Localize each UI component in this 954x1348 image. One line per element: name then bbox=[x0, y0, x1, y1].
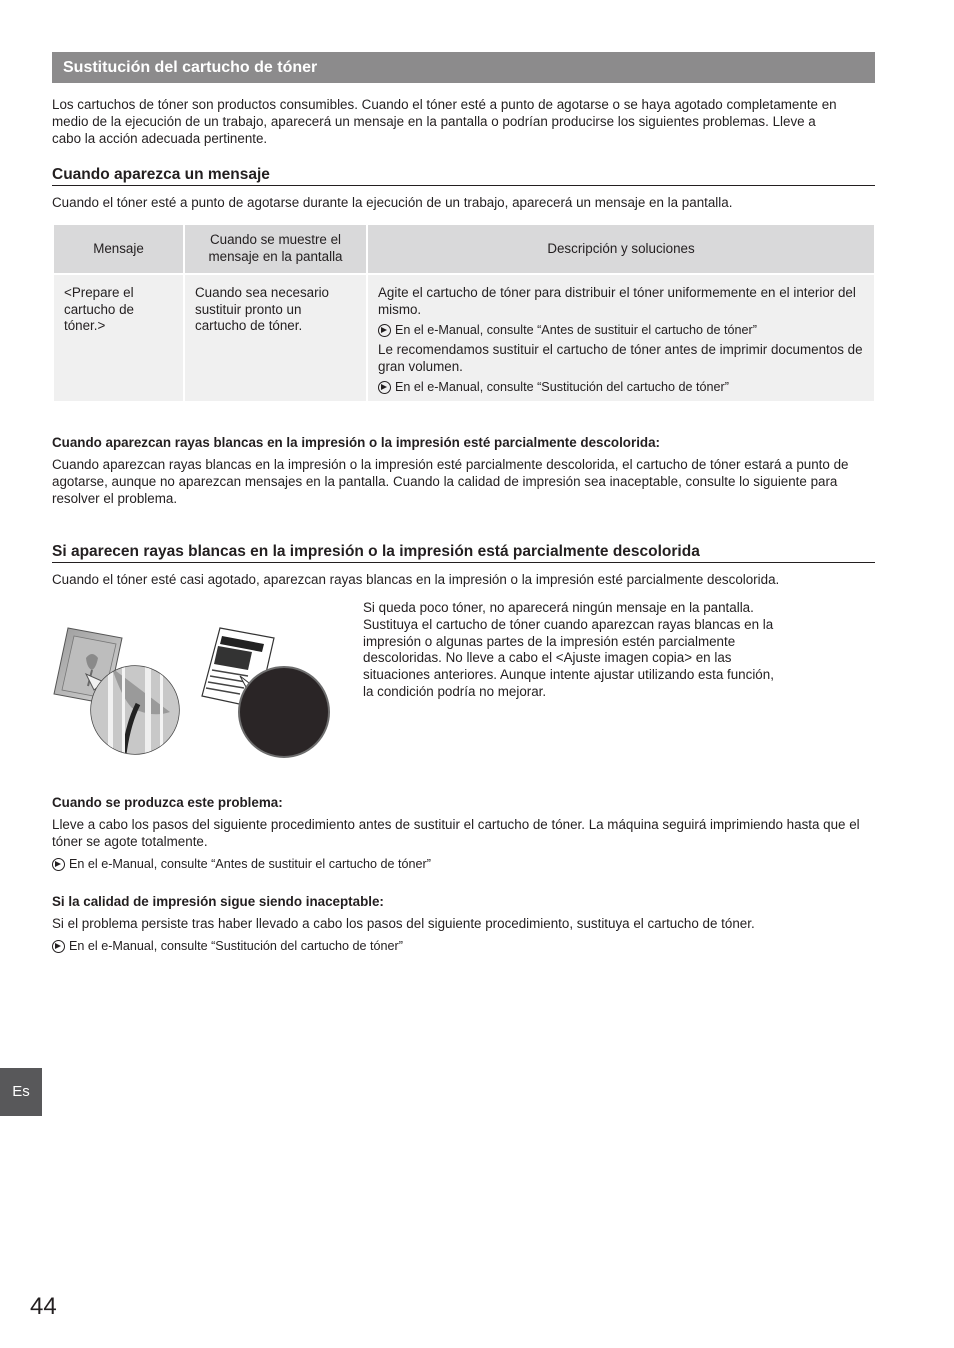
arrow-circle-icon bbox=[52, 940, 65, 953]
still-bad-heading: Si la calidad de impresión sigue siendo inaceptable: bbox=[52, 894, 384, 909]
arrow-circle-icon bbox=[52, 858, 65, 871]
message-heading: Cuando aparezca un mensaje bbox=[52, 165, 875, 186]
photo-zoom-circle bbox=[91, 666, 179, 754]
when-problem-reference[interactable] bbox=[52, 856, 431, 872]
message-text: Cuando el tóner esté a punto de agotarse durante la ejecución de un trabajo, aparecerá un mensaje en la pantalla. bbox=[52, 195, 733, 210]
description-1: Agite el cartucho de tóner para distribuir el tóner uniformemente en el interior del mismo. bbox=[378, 285, 856, 317]
streaks-note-text: Cuando aparezcan rayas blancas en la impresión o la impresión esté parcialmente descolorida, el cartucho de tóner estará a punto de agotarse, aunque no aparezcan mensajes en la pantalla. Cuando la calidad de impresión sea inaceptable, consulte lo siguiente para resolver el problema. bbox=[52, 457, 849, 506]
table-row bbox=[54, 275, 874, 401]
when-problem-reference-text: En el e-Manual, consulte “Antes de sustituir el cartucho de tóner” bbox=[69, 857, 431, 871]
message-table bbox=[52, 223, 876, 403]
reference-1-text: En el e-Manual, consulte “Antes de sustituir el cartucho de tóner” bbox=[395, 323, 757, 338]
streaks-side-text: Si queda poco tóner, no aparecerá ningún mensaje en la pantalla. Sustituya el cartucho de tóner cuando aparezcan rayas blancas en la impresión o algunas partes de la impresión estén parcialmente descoloridas. No lleve a cabo el <Ajuste imagen copia> en las situaciones anteriores. Aunque intente ajustar utilizando esta función, la condición podría no mejorar. bbox=[363, 600, 774, 699]
page-number: 44 bbox=[30, 1293, 57, 1320]
streaks-note-heading: Cuando aparezcan rayas blancas en la impresión o la impresión esté parcialmente descolorida: bbox=[52, 435, 661, 450]
when-problem-text: Lleve a cabo los pasos del siguiente procedimiento antes de sustituir el cartucho de tóner. La máquina seguirá imprimiendo hasta que el tóner se agote totalmente. bbox=[52, 817, 860, 849]
arrow-circle-icon bbox=[378, 381, 391, 394]
table-header-description: Descripción y soluciones bbox=[368, 225, 874, 273]
document-zoom-circle bbox=[239, 667, 329, 757]
still-bad-reference-text: En el e-Manual, consulte “Sustitución del cartucho de tóner” bbox=[69, 939, 403, 953]
streaks-text: Cuando el tóner esté casi agotado, aparezcan rayas blancas en la impresión o la impresión esté parcialmente descolorida. bbox=[52, 572, 780, 587]
arrow-circle-icon bbox=[378, 324, 391, 337]
still-bad-reference[interactable] bbox=[52, 938, 403, 954]
reference-1[interactable] bbox=[378, 322, 864, 338]
reference-2-text: En el e-Manual, consulte “Sustitución del cartucho de tóner” bbox=[395, 380, 729, 395]
intro-paragraph: Los cartuchos de tóner son productos consumibles. Cuando el tóner esté a punto de agotarse o se haya agotado completamente en medio de la ejecución de un trabajo, aparecerá un mensaje en la pantalla o podrían producirse los siguientes problemas. Lleve a cabo la acción adecuada pertinente. bbox=[52, 97, 837, 146]
language-tab: Es bbox=[0, 1068, 42, 1116]
faded-print-illustration bbox=[52, 624, 342, 762]
table-cell-description bbox=[368, 275, 874, 401]
description-2: Le recomendamos sustituir el cartucho de tóner antes de imprimir documentos de gran volumen. bbox=[378, 342, 863, 374]
when-problem-heading: Cuando se produzca este problema: bbox=[52, 795, 283, 810]
table-header-row bbox=[54, 225, 874, 273]
still-bad-text: Si el problema persiste tras haber llevado a cabo los pasos del siguiente procedimiento, sustituya el cartucho de tóner. bbox=[52, 916, 755, 931]
table-header-message: Mensaje bbox=[54, 225, 183, 273]
streaks-heading: Si aparecen rayas blancas en la impresión o la impresión está parcialmente descolorida bbox=[52, 542, 875, 563]
table-cell-message: <Prepare el cartucho de tóner.> bbox=[54, 275, 183, 401]
section-title: Sustitución del cartucho de tóner bbox=[52, 52, 875, 83]
reference-2[interactable] bbox=[378, 379, 864, 395]
table-cell-when: Cuando sea necesario sustituir pronto un cartucho de tóner. bbox=[185, 275, 366, 401]
table-header-when: Cuando se muestre el mensaje en la pantalla bbox=[185, 225, 366, 273]
